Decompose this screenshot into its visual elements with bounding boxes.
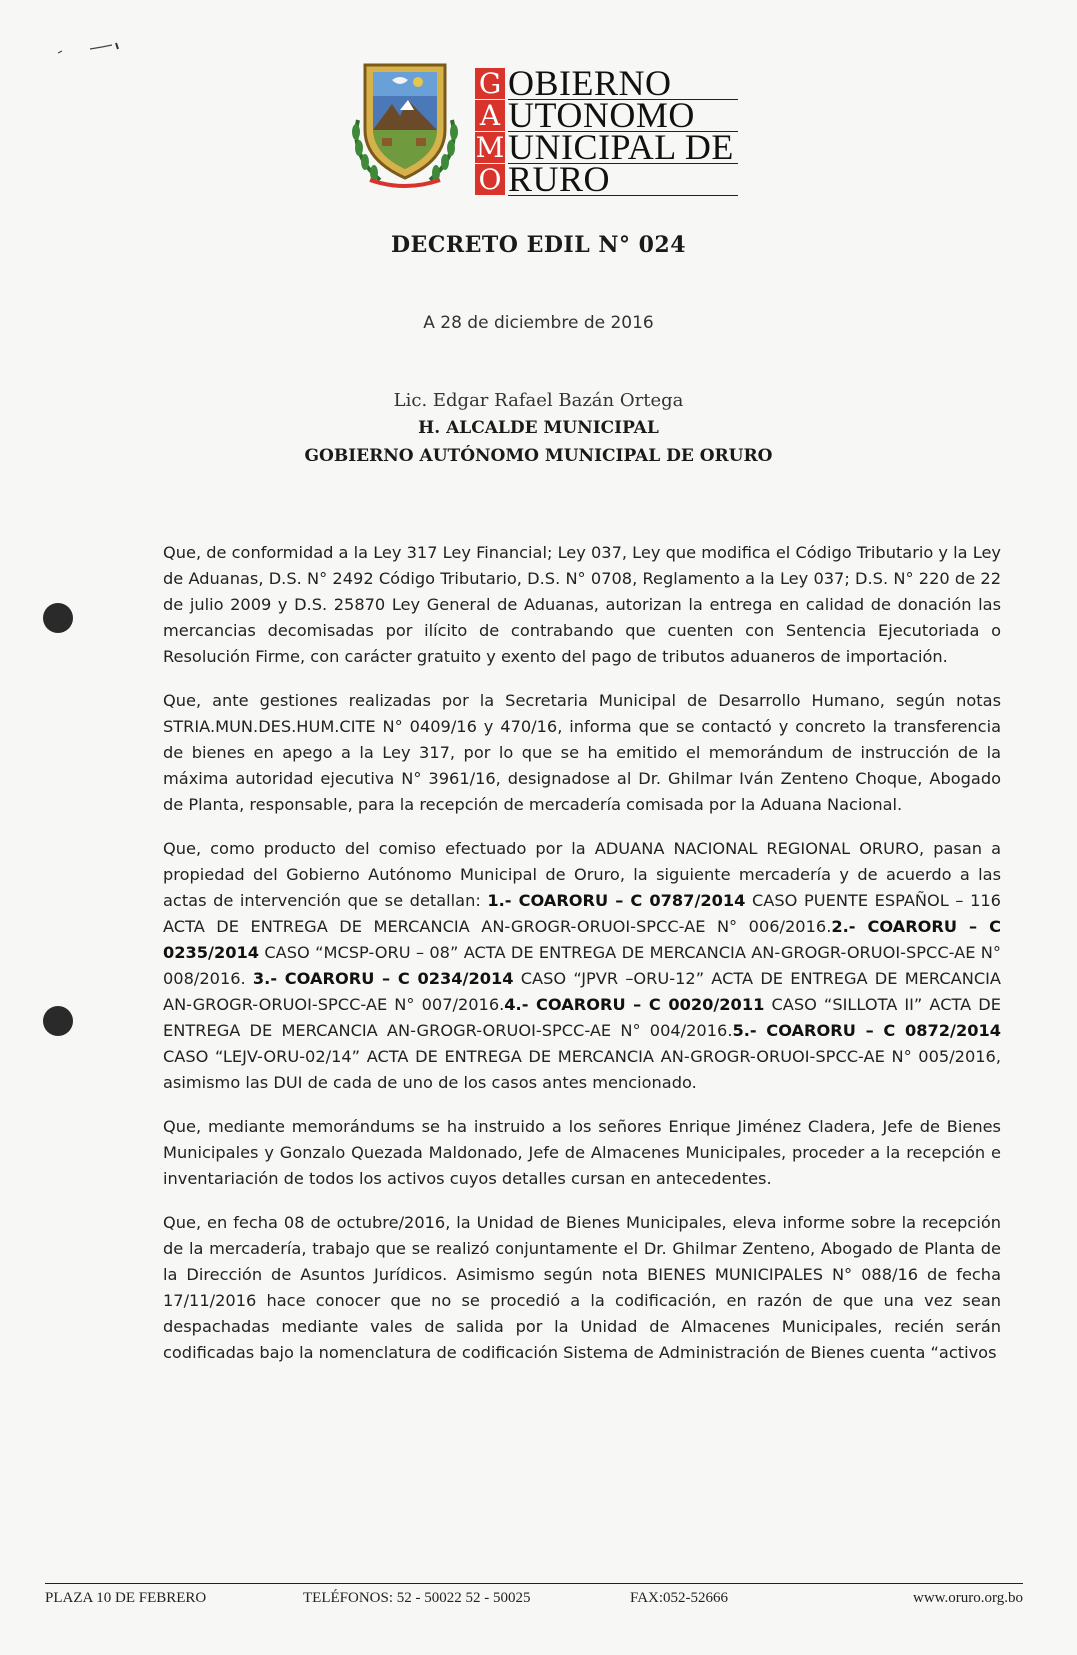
signatory-role: H. ALCALDE MUNICIPAL [418, 418, 659, 438]
paragraph-text: CASO “SILLOTA II” ACTA DE ENTREGA DE MERCANCIA AN-GROGR-ORUOI-SPCC-AE N° 004/2016. [163, 995, 1001, 1040]
org-name-line-3: UNICIPAL DE [508, 132, 738, 164]
paragraph-text: CASO “LEJV-ORU-02/14” ACTA DE ENTREGA DE MERCANCIA AN-GROGR-ORUOI-SPCC-AE N° 005/2016, asimismo las DUI de cada de uno de los casos antes mencionado. [163, 1047, 1001, 1092]
letterhead [340, 60, 740, 199]
org-name-line-4: RURO [508, 164, 738, 196]
case-reference: 2.- COARORU – C 0235/2014 [163, 917, 1001, 962]
org-name-line-1: OBIERNO [508, 68, 738, 100]
punch-hole-icon [43, 603, 73, 633]
case-reference: 1.- COARORU – C 0787/2014 [487, 891, 746, 910]
footer [45, 1590, 1023, 1610]
acronym-letter-o: O [475, 164, 505, 196]
acronym-column [475, 68, 505, 196]
case-reference: 5.- COARORU – C 0872/2014 [732, 1021, 1001, 1040]
paragraph-text: CASO “JPVR –ORU-12” ACTA DE ENTREGA DE MERCANCIA AN-GROGR-ORUOI-SPCC-AE N° 007/2016. [163, 969, 1001, 1014]
decree-date: A 28 de diciembre de 2016 [423, 313, 654, 333]
decree-body [163, 540, 1001, 1384]
paragraph-text: CASO “MCSP-ORU – 08” ACTA DE ENTREGA DE MERCANCIA AN-GROGR-ORUOI-SPCC-AE N° 008/2016. [163, 943, 1001, 988]
pen-mark-icon [50, 35, 130, 65]
organization-name [508, 63, 738, 199]
case-reference: 3.- COARORU – C 0234/2014 [252, 969, 514, 988]
footer-fax: FAX:052-52666 [630, 1590, 729, 1606]
org-name-line-2: UTONOMO [508, 100, 738, 132]
paragraph-text: CASO PUENTE ESPAÑOL – 116 ACTA DE ENTREGA DE MERCANCIA AN-GROGR-ORUOI-SPCC-AE N° 006/2016. [163, 891, 1001, 936]
paragraph-comiso [163, 836, 1001, 1096]
acronym-letter-g: G [475, 68, 505, 100]
paragraph-gestiones: Que, ante gestiones realizadas por la Secretaria Municipal de Desarrollo Humano, según notas STRIA.MUN.DES.HUM.CITE N° 0409/16 y 470/16, informa que se contactó y concreto la transferencia de bienes en apego a la Ley 317, por lo que se ha emitido el memorándum de instrucción de la máxima autoridad ejecutiva N° 3961/16, designadose al Dr. Ghilmar Iván Zenteno Choque, Abogado de Planta, responsable, para la recepción de mercadería comisada por la Aduana Nacional. [163, 691, 1001, 814]
footer-divider [45, 1583, 1023, 1584]
case-reference: 4.- COARORU – C 0020/2011 [504, 995, 765, 1014]
footer-phones: TELÉFONOS: 52 - 50022 52 - 50025 [303, 1590, 531, 1606]
signatory-name: Lic. Edgar Rafael Bazán Ortega [393, 390, 684, 411]
punch-hole-icon [43, 1006, 73, 1036]
footer-website-link[interactable]: www.oruro.org.bo [913, 1590, 1023, 1606]
paragraph-informe: Que, en fecha 08 de octubre/2016, la Unidad de Bienes Municipales, eleva informe sobre la recepción de la mercadería, trabajo que se realizó conjuntamente el Dr. Ghilmar Zenteno, Abogado de Planta de la Dirección de Asuntos Jurídicos. Asimismo según nota BIENES MUNICIPALES N° 088/16 de fecha 17/11/2016 hace conocer que no se procedió a la codificación, en razón de que una vez sean despachadas mediante vales de salida por la Unidad de Almacenes Municipales, recién serán codificadas bajo la nomenclatura de codificación Sistema de Administración de Bienes cuenta “activos [163, 1213, 1001, 1362]
coat-of-arms-icon [340, 60, 470, 192]
acronym-letter-a: A [475, 100, 505, 132]
paragraph-memorandums: Que, mediante memorándums se ha instruido a los señores Enrique Jiménez Cladera, Jefe de Bienes Municipales y Gonzalo Quezada Maldonado, Jefe de Almacenes Municipales, proceder a la recepción e inventariación de todos los activos cuyos detalles cursan en antecedentes. [163, 1117, 1001, 1188]
footer-address: PLAZA 10 DE FEBRERO [45, 1590, 207, 1606]
signatory-organization: GOBIERNO AUTÓNOMO MUNICIPAL DE ORURO [304, 446, 773, 466]
paragraph-legal-basis: Que, de conformidad a la Ley 317 Ley Financial; Ley 037, Ley que modifica el Código Tributario y la Ley de Aduanas, D.S. N° 2492 Código Tributario, D.S. N° 0708, Reglamento a la Ley 037; D.S. N° 220 de 22 de julio 2009 y D.S. 25870 Ley General de Aduanas, autorizan la entrega en calidad de donación las mercancias decomisadas por ilícito de contrabando que cuenten con Sentencia Ejecutoriada o Resolución Firme, con carácter gratuito y exento del pago de tributos aduaneros de importación. [163, 543, 1001, 666]
acronym-letter-m: M [475, 131, 505, 164]
paragraph-text: Que, como producto del comiso efectuado por la ADUANA NACIONAL REGIONAL ORURO, pasan a propiedad del Gobierno Autónomo Municipal de Oruro, la siguiente mercadería y de acuerdo a las actas de intervención que se detallan: [163, 839, 1001, 910]
decree-title: DECRETO EDIL N° 024 [390, 232, 687, 258]
